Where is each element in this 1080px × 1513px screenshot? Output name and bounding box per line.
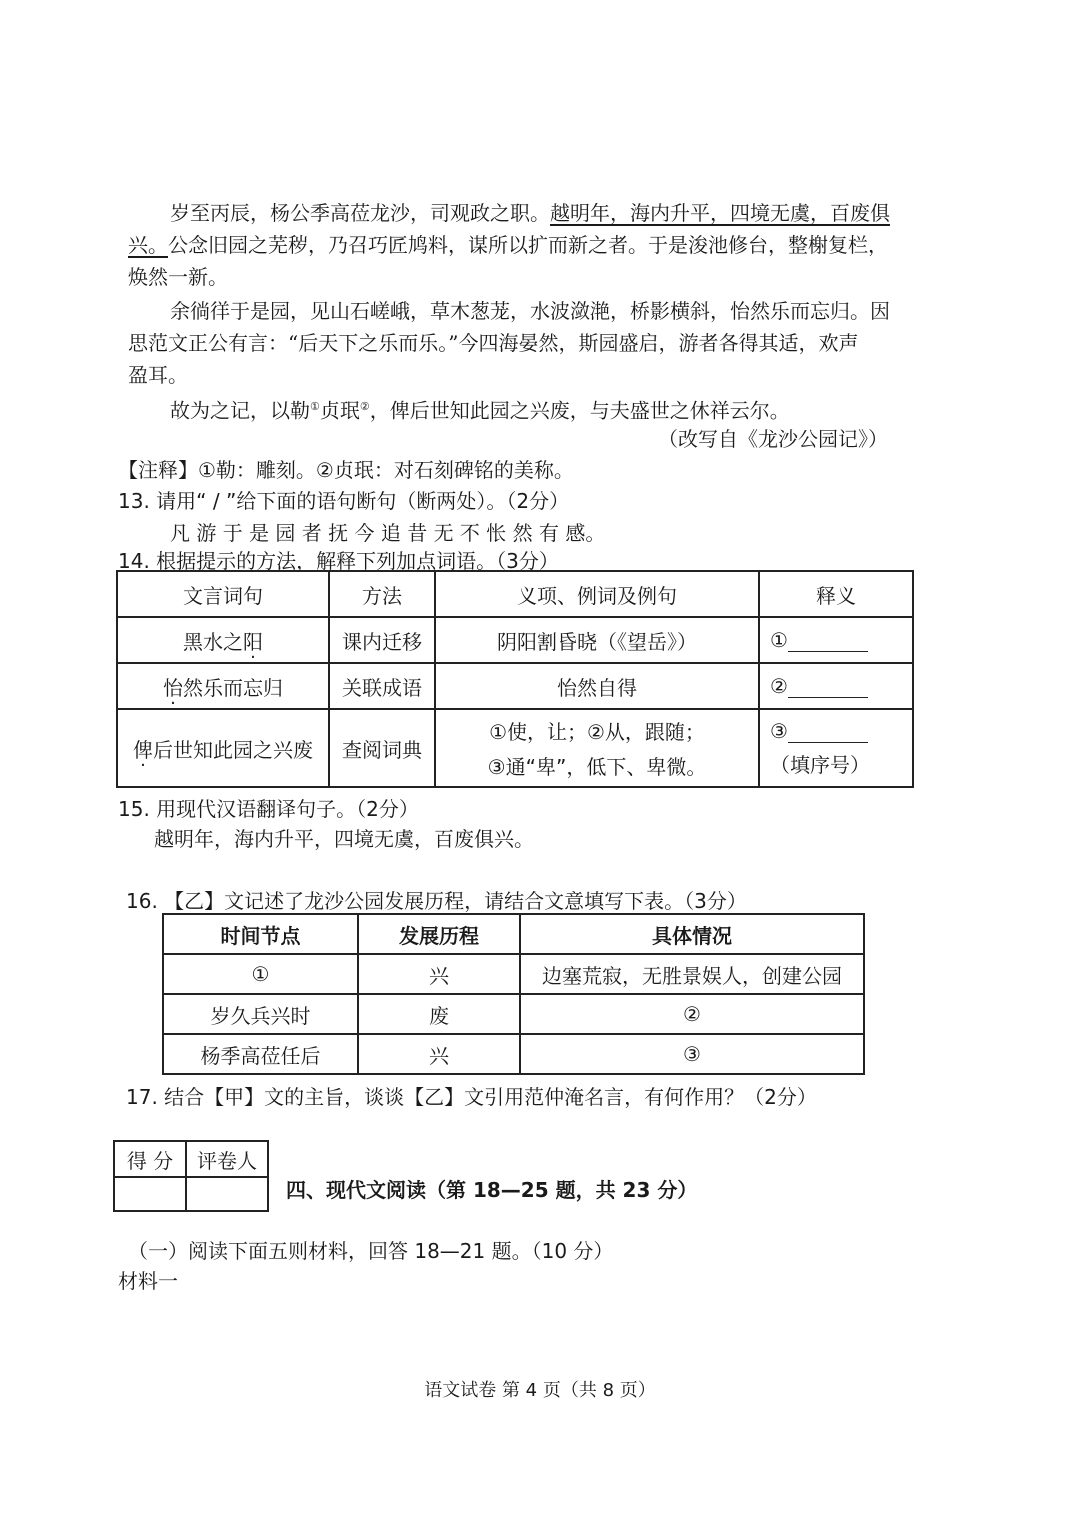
grader-label: 评卷人 [186, 1141, 268, 1177]
table-row [117, 617, 913, 663]
question-17-stem: 17. 结合【甲】文的主旨，谈谈【乙】文引用范仲淹名言，有何作用？（2分） [126, 1085, 817, 1109]
answer-note: （填序号） [770, 752, 870, 777]
table-header-cell: 时间节点 [163, 914, 358, 954]
dotted-character: 阳 [243, 629, 263, 654]
table-cell-method: 课内迁移 [329, 617, 435, 663]
table-cell[interactable]: ② [520, 994, 864, 1034]
table-cell[interactable]: ③ [520, 1034, 864, 1074]
passage-underlined: 越明年，海内升平，四境无虞，百废俱 [550, 201, 890, 225]
table-row [117, 663, 913, 709]
notes: 【注释】①勒：雕刻。②贞珉：对石刻碑铭的美称。 [118, 458, 574, 482]
question-13-sentence: 凡 游 于 是 园 者 抚 今 追 昔 无 不 怅 然 有 感。 [170, 521, 606, 545]
table-cell-method: 查阅词典 [329, 709, 435, 787]
passage-text: ，俾后世知此园之兴废，与夫盛世之休祥云尔。 [369, 398, 790, 423]
table-header-cell: 释义 [759, 571, 913, 617]
passage-line [170, 394, 790, 424]
table-row [163, 1034, 864, 1074]
table-cell-method: 关联成语 [329, 663, 435, 709]
answer-blank[interactable] [788, 633, 868, 652]
passage-source: （改写自《龙沙公园记》） [658, 427, 888, 451]
table-cell: 岁久兵兴时 [163, 994, 358, 1034]
example-line: ③通“卑”，低下、卑微。 [487, 755, 707, 779]
table-row [163, 954, 864, 994]
table-cell-answer [759, 617, 913, 663]
dotted-character: 怡 [163, 675, 183, 700]
answer-marker: ① [770, 628, 788, 652]
question-15-sentence: 越明年，海内升平，四境无虞，百废俱兴。 [154, 827, 534, 851]
passage-text: 故为之记，以勒 [170, 398, 310, 423]
page-footer: 语文试卷 第 4 页（共 8 页） [424, 1380, 656, 1401]
table-cell-phrase [117, 617, 329, 663]
table-header-row [117, 571, 913, 617]
question-16-table [162, 913, 865, 1075]
answer-marker: ③ [770, 718, 788, 743]
table-header-cell: 文言词句 [117, 571, 329, 617]
phrase-text: 后世知此园之兴废 [153, 737, 313, 762]
table-header-cell: 具体情况 [520, 914, 864, 954]
passage-underlined: 兴。 [128, 233, 168, 257]
table-cell-example [435, 709, 759, 787]
score-field[interactable] [114, 1177, 186, 1211]
score-box-header [114, 1141, 268, 1177]
footnote-marker: ① [310, 400, 320, 413]
score-box-fields [114, 1177, 268, 1211]
table-header-cell: 发展历程 [358, 914, 520, 954]
question-16-stem: 16. 【乙】文记述了龙沙公园发展历程，请结合文意填写下表。（3分） [126, 889, 747, 913]
table-header-cell: 方法 [329, 571, 435, 617]
table-cell-phrase [117, 663, 329, 709]
answer-marker: ② [770, 674, 788, 698]
table-cell: 兴 [358, 1034, 520, 1074]
table-row [163, 994, 864, 1034]
passage-text: 贞珉 [319, 398, 360, 423]
phrase-text: 黑水之 [183, 629, 243, 654]
question-14-stem: 14. 根据提示的方法，解释下列加点词语。（3分） [118, 549, 559, 573]
table-cell-answer [759, 709, 913, 787]
table-cell: 废 [358, 994, 520, 1034]
material-1-label: 材料一 [118, 1269, 178, 1293]
question-13-stem: 13. 请用“ / ”给下面的语句断句（断两处）。（2分） [118, 489, 570, 513]
passage-line: 余徜徉于是园，见山石嵯峨，草木葱茏，水波潋滟，桥影横斜，怡然乐而忘归。因 [170, 299, 890, 323]
question-15-stem: 15. 用现代汉语翻译句子。（2分） [118, 797, 419, 821]
grader-field[interactable] [186, 1177, 268, 1211]
score-label: 得 分 [114, 1141, 186, 1177]
dotted-character: 俾 [133, 737, 153, 762]
table-row [117, 709, 913, 787]
question-14-table [116, 570, 914, 788]
passage-line: 焕然一新。 [128, 265, 228, 289]
passage-text: 公念旧园之芜秽，乃召巧匠鸠料，谋所以扩而新之者。于是浚池修台，整榭复栏， [168, 233, 888, 257]
table-cell: 杨季高莅任后 [163, 1034, 358, 1074]
table-cell-example: 怡然自得 [435, 663, 759, 709]
section-4-title: 四、现代文阅读（第 18—25 题，共 23 分） [286, 1178, 698, 1202]
passage-line: 盈耳。 [128, 363, 188, 387]
table-cell: 边塞荒寂，无胜景娱人，创建公园 [520, 954, 864, 994]
phrase-text: 然乐而忘归 [183, 675, 283, 700]
table-cell: 兴 [358, 954, 520, 994]
score-box [113, 1140, 269, 1212]
table-cell: ① [163, 954, 358, 994]
example-line: ①使，让；②从，跟随； [489, 720, 705, 744]
table-header-row [163, 914, 864, 954]
footnote-marker: ② [359, 400, 370, 413]
table-header-cell: 义项、例词及例句 [435, 571, 759, 617]
table-cell-phrase [117, 709, 329, 787]
table-cell-answer [759, 663, 913, 709]
passage-line: 思范文正公有言：“后天下之乐而乐。”今四海晏然，斯园盛启，游者各得其适，欢声 [128, 331, 859, 355]
passage-line [128, 232, 888, 258]
answer-blank[interactable] [788, 724, 868, 743]
answer-blank[interactable] [788, 679, 868, 698]
passage-text: 岁至丙辰，杨公季高莅龙沙，司观政之职。 [170, 201, 550, 225]
passage-line [170, 200, 890, 226]
section-4-part-1: （一）阅读下面五则材料，回答 18—21 题。（10 分） [128, 1239, 614, 1263]
table-cell-example: 阴阳割昏晓（《望岳》） [435, 617, 759, 663]
